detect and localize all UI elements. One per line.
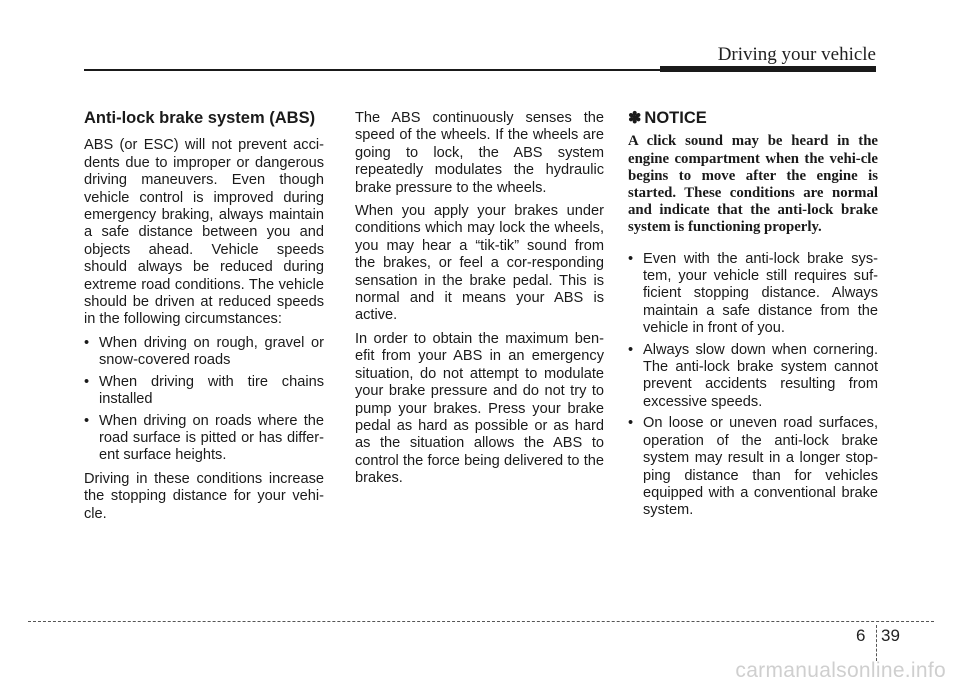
column-notice (628, 110, 878, 526)
page-header-title: Driving your vehicle (717, 44, 876, 65)
section-heading: Anti-lock brake system (ABS) (84, 109, 316, 127)
footer-rule (28, 621, 934, 622)
list-item: • Even with the anti-lock brake sys-tem, your vehicle still requires suf-ficient stopping distance. Always maintain a safe distance from the vehicle in front of you. (628, 250, 878, 337)
list-item: • When driving on rough, gravel or snow-covered roads (84, 334, 324, 369)
notice-heading (628, 110, 878, 127)
list-item: • When driving with tire chains installed (84, 373, 324, 408)
bullet-glyph: • (628, 415, 634, 432)
header-rule (84, 69, 660, 71)
notice-bullet-list (628, 251, 878, 520)
abs-circumstance-list (84, 335, 324, 465)
bullet-glyph: • (628, 250, 634, 267)
abs-paragraph: The ABS continuously senses the speed of the wheels. If the wheels are going to lock, the ABS system repeatedly modulates the hydraulic brake pressure to the wheels. (355, 110, 604, 196)
column-abs-operation (355, 110, 604, 494)
list-item: • On loose or uneven road surfaces, operation of the anti-lock brake system may result in a longer stop-ping distance than for vehicles equipped with a conventional brake system. (628, 415, 878, 519)
bullet-glyph: • (84, 334, 90, 351)
list-item: • When driving on roads where the road surface is pitted or has differ-ent surface heights. (84, 412, 324, 464)
bullet-glyph: • (84, 373, 90, 390)
column-abs (84, 110, 324, 529)
header-rule-thick (660, 66, 876, 72)
abs-closing-paragraph: Driving in these conditions increase the stopping distance for your vehi-cle. (84, 470, 324, 522)
watermark: carmanualsonline.info (735, 659, 946, 682)
abs-intro-paragraph: ABS (or ESC) will not prevent acci-dents due to improper or dangerous driving maneuvers. Even though vehicle control is improved during emergency braking, always maintain a safe distance between you and objects ahead. Vehicle speeds should always be reduced during extreme road conditions. The vehicle should be driven at reduced speeds in the following circumstances: (84, 137, 324, 328)
abs-paragraph: In order to obtain the maximum ben-efit from your ABS in an emergency situation, do not attempt to modulate your brake pressure and do not try to pump your brakes. Press your brake pedal as hard as possible or as hard as the situation allows the ABS to control the force being delivered to the brakes. (355, 330, 604, 487)
chapter-number: 6 (856, 626, 866, 645)
page-number-divider (876, 625, 877, 661)
page-number: 39 (881, 626, 900, 645)
notice-heading-label: NOTICE (644, 109, 707, 127)
notice-asterisk-icon: ✽ (628, 110, 642, 127)
list-item: • Always slow down when cornering. The anti-lock brake system cannot prevent accidents resulting from excessive speeds. (628, 341, 878, 410)
notice-text: A click sound may be heard in the engine compartment when the vehi-cle begins to move after the engine is started. These conditions are normal and indicate that the anti-lock brake system is functioning properly. (628, 133, 878, 236)
bullet-glyph: • (84, 412, 90, 429)
bullet-glyph: • (628, 341, 634, 358)
abs-paragraph: When you apply your brakes under conditions which may lock the wheels, you may hear a “tik-tik” sound from the brakes, or feel a cor-responding sensation in the brake pedal. This is normal and it means your ABS is active. (355, 203, 604, 324)
